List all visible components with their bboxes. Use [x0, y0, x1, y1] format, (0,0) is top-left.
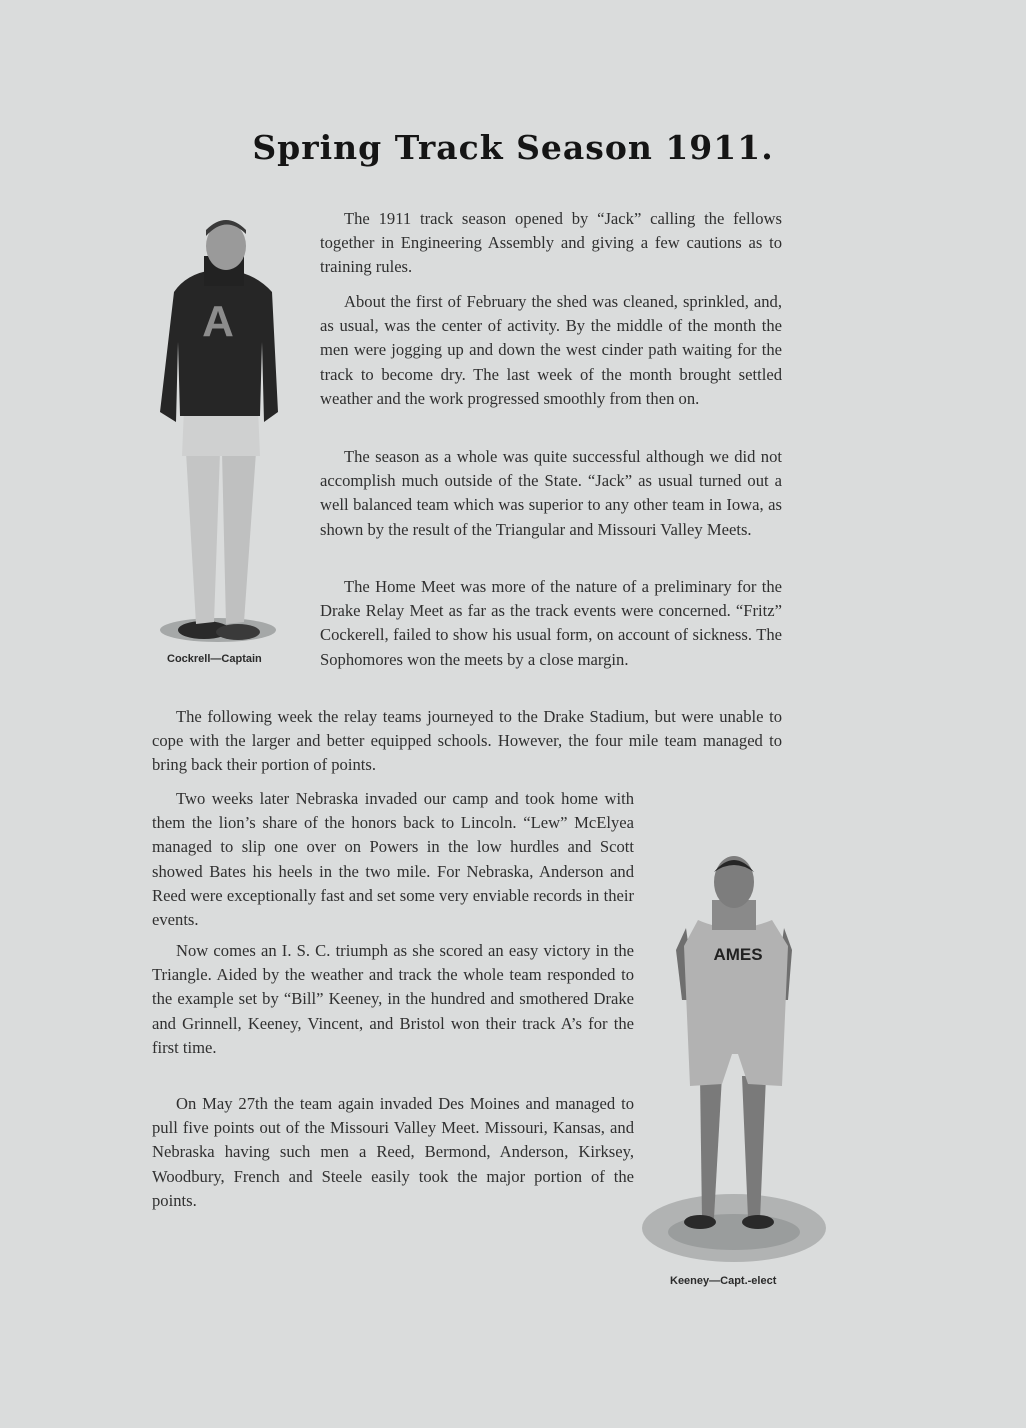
- paragraph-5: The following week the relay teams journeyed to the Drake Stadium, but were unable to cope with the larger and better equipped schools. However, the four mile team managed to bring back their portion of points.: [152, 707, 782, 775]
- paragraph-7: Now comes an I. S. C. triumph as she scored an easy victory in the Triangle. Aided by the weather and track the whole team responded to the example set by “Bill” Keeney, in the hundred and smothered Drake and Grinnell, Keeney, Vincent, and Bristol won their track A’s for the first time.: [152, 941, 634, 1057]
- keeney-caption: Keeney—Capt.-elect: [670, 1275, 777, 1287]
- paragraph-4: The Home Meet was more of the nature of a preliminary for the Drake Relay Meet as far as the track events were concerned. “Fritz” Cockerell, failed to show his usual form, on account of sickness. The Sophomores won the meets by a close margin.: [320, 577, 782, 669]
- paragraph-2: About the first of February the shed was cleaned, sprinkled, and, as usual, was the center of activity. By the middle of the month the men were jogging up and down the west cinder path waiting for the track to become dry. The last week of the month brought settled weather and the work progressed smoothly from then on.: [320, 292, 782, 408]
- paragraph-8: On May 27th the team again invaded Des Moines and managed to pull five points out of the Missouri Valley Meet. Missouri, Kansas, and Nebraska having such men a Reed, Bermond, Anderson, Kirksey, Woodbury, French and Steele easily took the major portion of the points.: [152, 1094, 634, 1210]
- page-title: Spring Track Season 1911.: [252, 128, 774, 167]
- paragraph-3: The season as a whole was quite successful although we did not accomplish much outside of the State. “Jack” as usual turned out a well balanced team which was superior to any other team in Iowa, as shown by the result of the Triangular and Missouri Valley Meets.: [320, 447, 782, 539]
- jersey-text: AMES: [713, 945, 763, 964]
- paragraph-6: Two weeks later Nebraska invaded our camp and took home with them the lion’s share of the honors back to Lincoln. “Lew” McElyea managed to slip one over on Powers in the low hurdles and Scott showed Bates his heels in the two mile. For Nebraska, Anderson and Reed were exceptionally fast and set some very enviable records in their events.: [152, 789, 634, 930]
- paragraph-1: The 1911 track season opened by “Jack” calling the fellows together in Engineering Assembly and giving a few cautions as to training rules.: [320, 209, 782, 277]
- cockrell-caption: Cockrell—Captain: [167, 653, 262, 665]
- sweater-letter: A: [202, 297, 234, 346]
